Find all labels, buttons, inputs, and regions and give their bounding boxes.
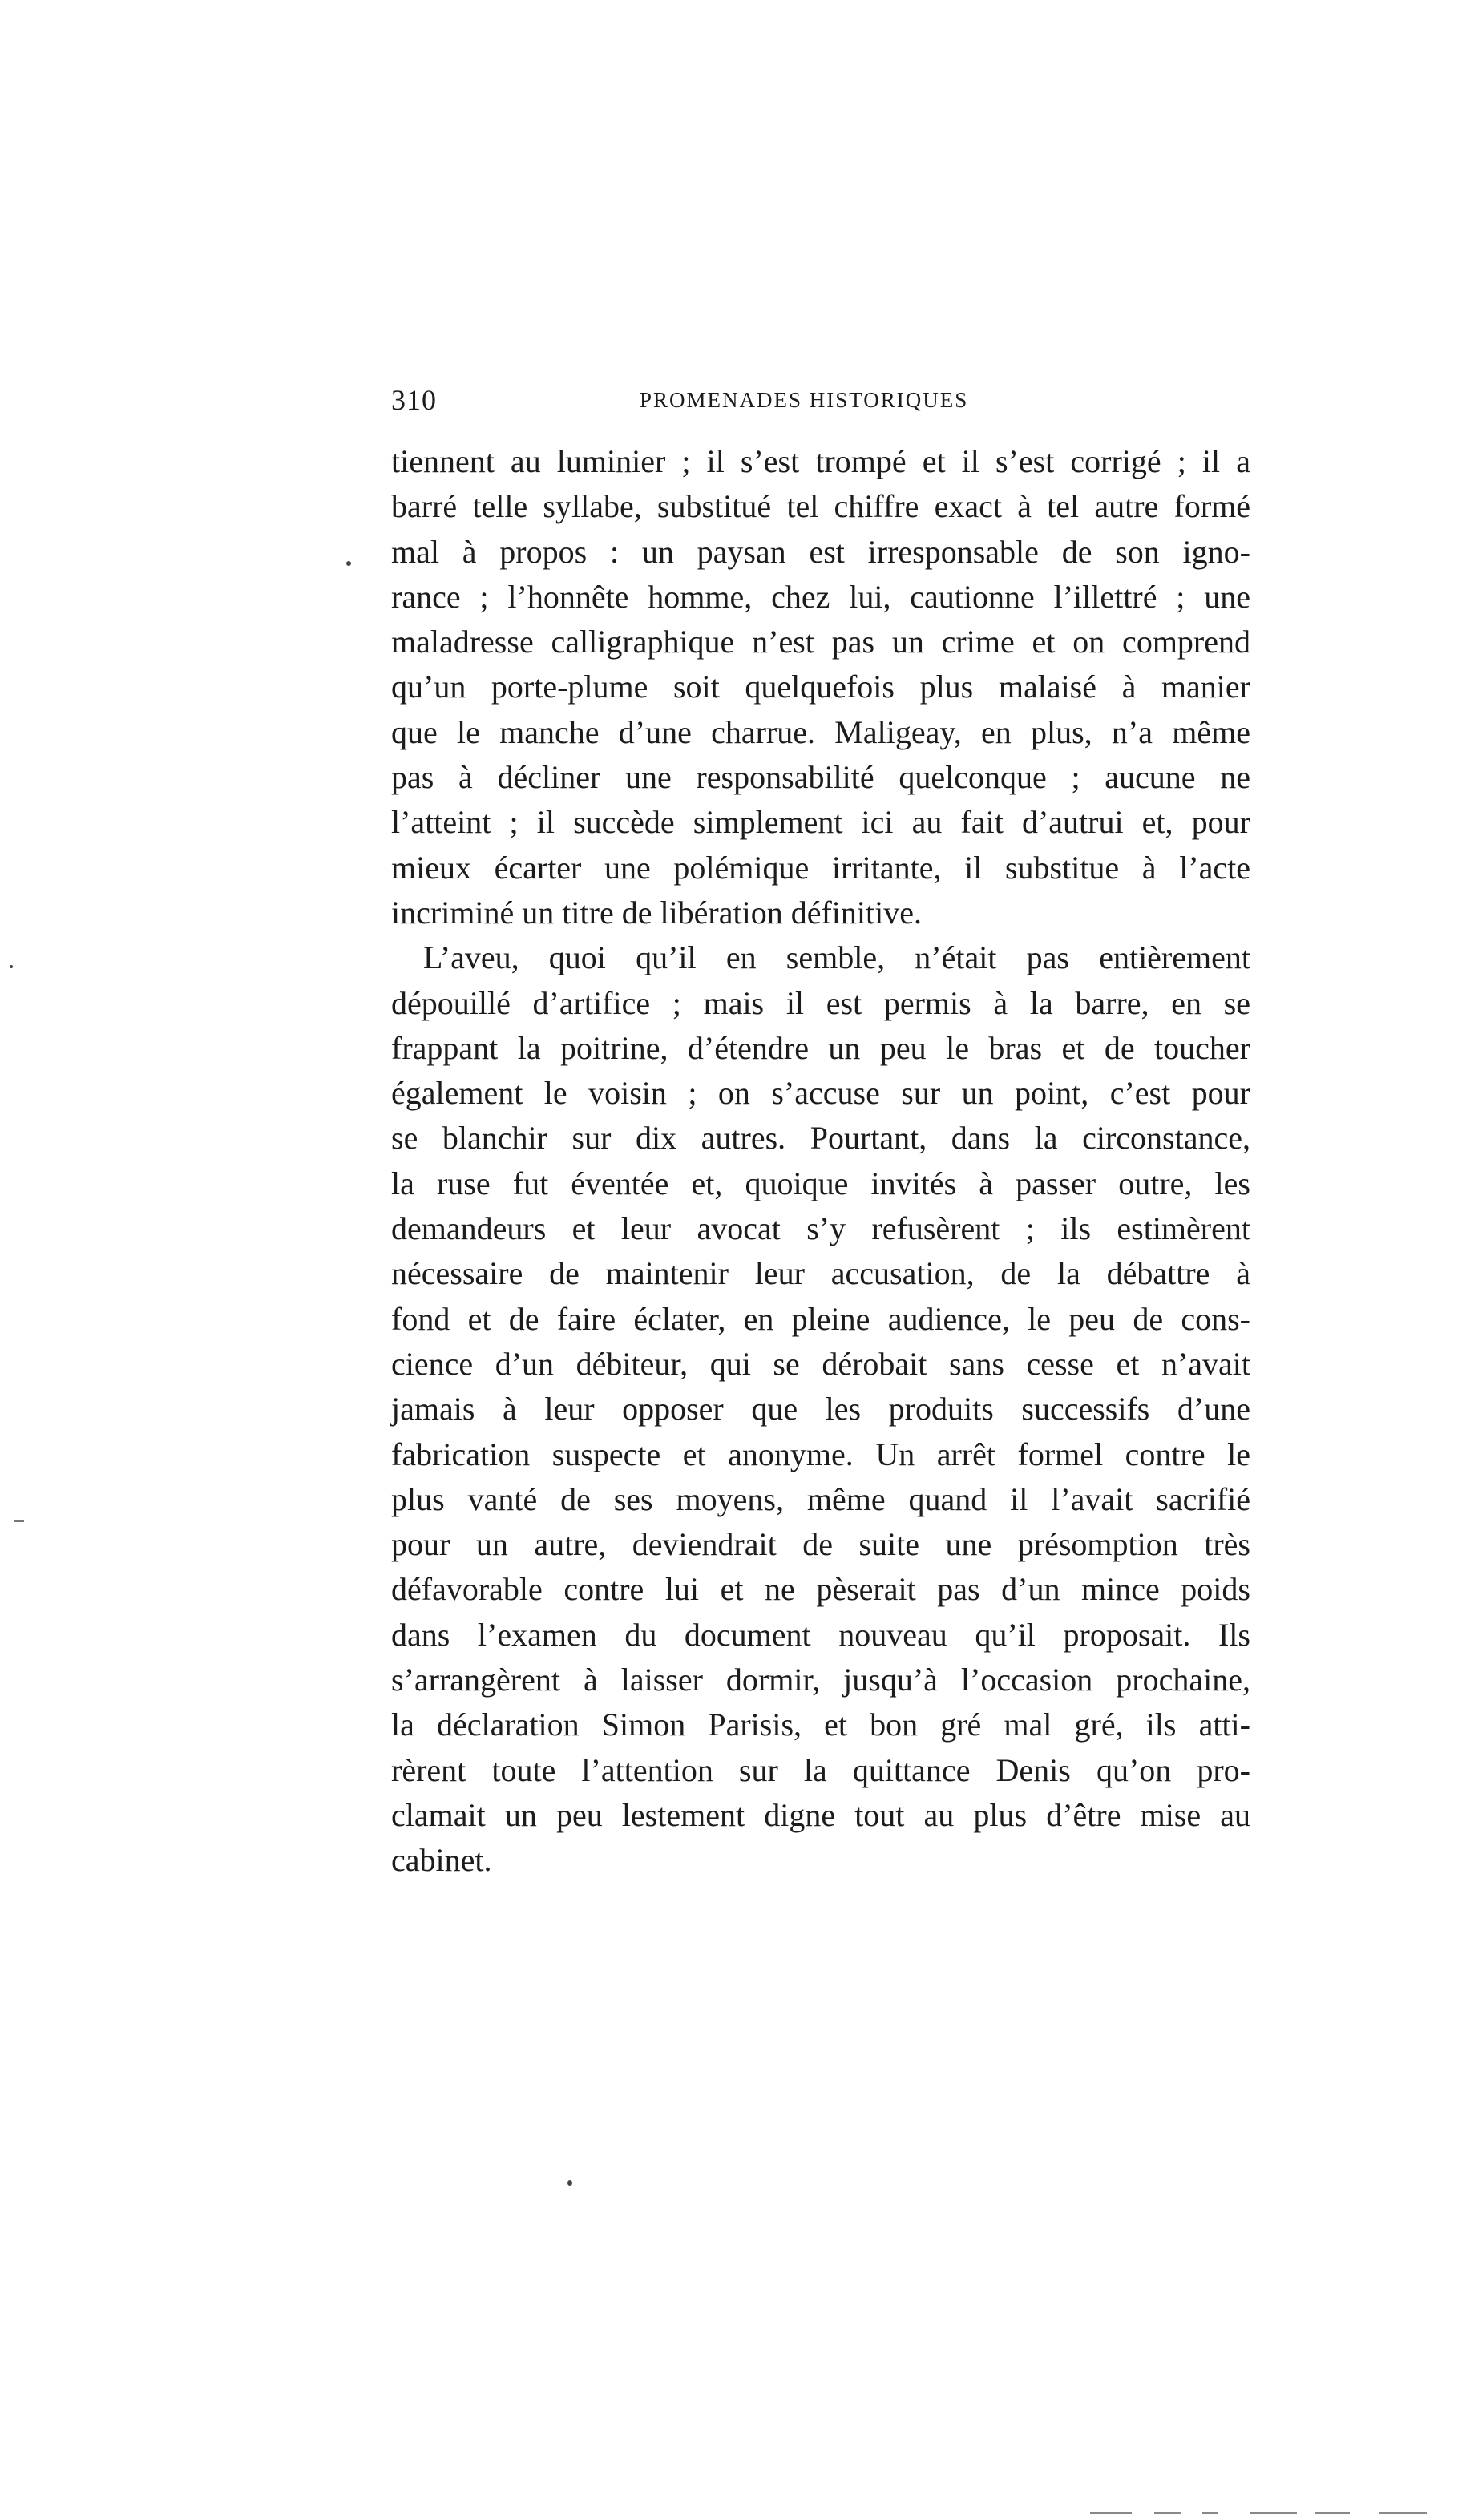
edge-speck (10, 965, 13, 968)
text-line: que le manche d’une charrue. Maligeay, en plus, n’a même (391, 713, 1250, 750)
text-line: mieux écarter une polémique irritante, il substitue à l’acte (391, 849, 1250, 886)
text-line: défavorable contre lui et ne pèserait pas d’un mince poids (391, 1571, 1250, 1608)
text-line: maladresse calligraphique n’est pas un crime et on comprend (391, 624, 1250, 660)
text-line: pour un autre, deviendrait de suite une présomption très (391, 1526, 1250, 1563)
text-line: fond et de faire éclater, en pleine audience, le peu de cons- (391, 1300, 1250, 1337)
text-line: plus vanté de ses moyens, même quand il l’avait sacrifié (391, 1480, 1250, 1517)
text-line: frappant la poitrine, d’étendre un peu le bras et de toucher (391, 1029, 1250, 1066)
bottom-speck (567, 2180, 572, 2186)
text-line: rance ; l’honnête homme, chez lui, cautionne l’illettré ; une (391, 578, 1250, 615)
text-line: se blanchir sur dix autres. Pourtant, dans la circonstance, (391, 1120, 1250, 1157)
running-head (391, 383, 1016, 423)
text-line: nécessaire de maintenir leur accusation, de la débattre à (391, 1255, 1250, 1292)
text-line: demandeurs et leur avocat s’y refusèrent ; ils estimèrent (391, 1210, 1250, 1247)
scan-dash (1315, 2512, 1350, 2514)
text-line: cience d’un débiteur, qui se dérobait sans cesse et n’avait (391, 1345, 1250, 1382)
text-line: fabrication suspecte et anonyme. Un arrêt formel contre le (391, 1436, 1250, 1472)
text-line: également le voisin ; on s’accuse sur un point, c’est pour (391, 1075, 1250, 1112)
scan-dash (1250, 2512, 1297, 2514)
scan-dash (1090, 2512, 1132, 2514)
text-line: la déclaration Simon Parisis, et bon gré mal gré, ils atti- (391, 1706, 1250, 1743)
paragraph-end-line: incriminé un titre de libération définitive. (391, 894, 923, 931)
text-line: dépouillé d’artifice ; mais il est permis à la barre, en se (391, 984, 1250, 1021)
text-line: la ruse fut éventée et, quoique invités à passer outre, les (391, 1165, 1250, 1201)
scan-dash (1154, 2512, 1181, 2514)
text-line: tiennent au luminier ; il s’est trompé et il s’est corrigé ; il a (391, 443, 1250, 479)
page-number: 310 (391, 384, 437, 416)
running-title: PROMENADES HISTORIQUES (640, 388, 969, 412)
margin-speck (346, 561, 351, 566)
scan-dash (1202, 2512, 1218, 2514)
text-line: clamait un peu lestement digne tout au plus d’être mise au (391, 1796, 1250, 1833)
text-line: jamais à leur opposer que les produits successifs d’une (391, 1391, 1250, 1428)
text-line: pas à décliner une responsabilité quelconque ; aucune ne (391, 759, 1250, 796)
text-line: l’atteint ; il succède simplement ici au fait d’autrui et, pour (391, 804, 1250, 841)
text-line: qu’un porte-plume soit quelquefois plus malaisé à manier (391, 668, 1250, 705)
body-text (391, 439, 1250, 1884)
scan-dash (1379, 2512, 1427, 2514)
edge-mark (14, 1520, 24, 1522)
text-line: rèrent toute l’attention sur la quittance Denis qu’on pro- (391, 1751, 1250, 1788)
text-line: barré telle syllabe, substitué tel chiffre exact à tel autre formé (391, 488, 1250, 525)
text-line: dans l’examen du document nouveau qu’il proposait. Ils (391, 1616, 1250, 1653)
text-line: s’arrangèrent à laisser dormir, jusqu’à l’occasion prochaine, (391, 1662, 1250, 1698)
paragraph-end-line: cabinet. (391, 1842, 492, 1879)
paragraph-start-line: L’aveu, quoi qu’il en semble, n’était pas entièrement (423, 939, 1250, 976)
text-line: mal à propos : un paysan est irresponsable de son igno- (391, 533, 1250, 570)
